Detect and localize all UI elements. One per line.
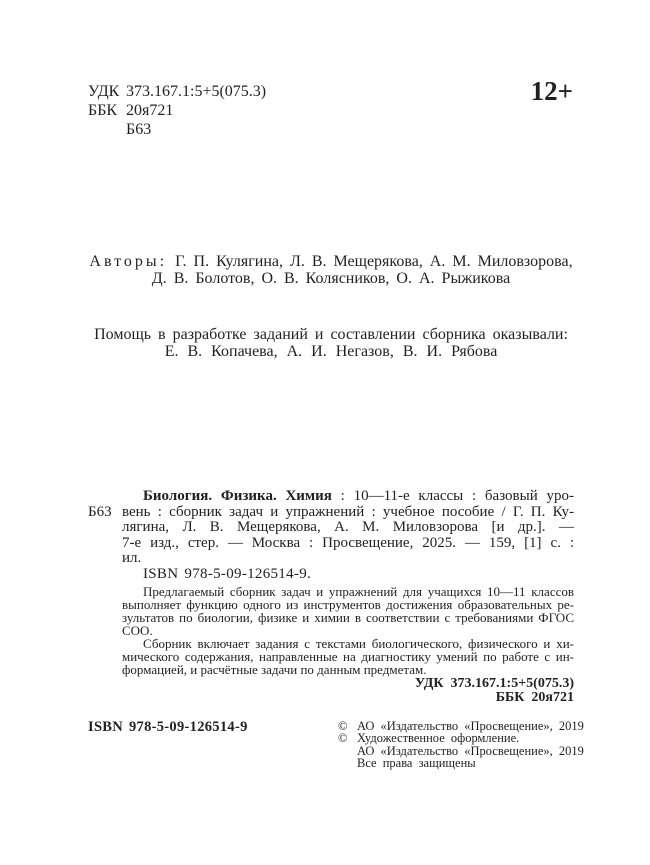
authors-block xyxy=(88,253,574,287)
text-line: СОО. xyxy=(122,622,153,638)
udc-value: 373.167.1:5+5(075.3) xyxy=(126,83,267,100)
card-udc-line xyxy=(122,677,574,692)
copyright-symbol: © xyxy=(338,731,348,746)
copyright-entry-design xyxy=(338,732,584,769)
card-udc-value: 373.167.1:5+5(075.3) xyxy=(450,675,574,691)
text-line: вень : сборник задач и упражнений : учебное пособие / Г. П. Ку- xyxy=(122,503,574,520)
footer-isbn: ISBN 978-5-09-126514-9 xyxy=(88,719,248,735)
hanging-author-sign-code: Б63 xyxy=(88,503,112,520)
catalog-card xyxy=(88,488,574,706)
text-line: лягина, Л. В. Мещерякова, А. М. Миловзорова [и др.]. — xyxy=(122,519,574,535)
text-line: ил. xyxy=(122,550,142,566)
bbk-value: 20я721 xyxy=(126,102,174,119)
author-sign-code: Б63 xyxy=(126,121,152,138)
top-classification-codes xyxy=(88,82,266,139)
book-title: Биология. Физика. Химия xyxy=(143,488,332,504)
text-line: выполняет функцию одного из инструментов достижения образовательных ре- xyxy=(122,596,574,612)
bbk-label: ББК xyxy=(88,102,118,119)
text-line: АО «Издательство «Просвещение», 2019 xyxy=(357,743,584,758)
contributors-names: Е. В. Копачева, А. И. Негазов, В. И. Рябова xyxy=(164,343,498,360)
annotation-paragraph-1 xyxy=(122,585,574,637)
bibliographic-entry-first-line xyxy=(122,489,574,505)
copyright-symbol: © xyxy=(338,719,348,733)
text-line: 7-е изд., стер. — Москва : Просвещение, 2025. — 159, [1] с. : xyxy=(122,534,574,551)
author-sign-row xyxy=(88,120,266,139)
isbn-line: ISBN 978-5-09-126514-9. xyxy=(143,565,312,582)
text-line: Предлагаемый сборник задач и упражнений для учащихся 10—11 классов xyxy=(143,583,574,599)
bbk-row xyxy=(88,101,266,120)
authors-names-1: Г. П. Кулягина, Л. В. Мещерякова, А. М. Миловзорова, xyxy=(175,253,573,270)
copyright-block xyxy=(338,720,584,769)
contributors-block xyxy=(88,326,574,360)
text-line: Все права защищены xyxy=(357,755,476,770)
udc-label: УДК xyxy=(88,83,120,100)
entry-first-line-rest: : 10—11-е классы : базовый уро- xyxy=(331,488,574,504)
annotation-paragraph-2 xyxy=(122,637,574,676)
bibliographic-entry-lines xyxy=(122,505,574,567)
text-line: АО «Издательство «Просвещение», 2019 xyxy=(357,719,584,733)
card-bbk-value: 20я721 xyxy=(531,690,574,705)
age-rating-badge: 12+ xyxy=(530,76,573,106)
card-classification-codes xyxy=(122,677,574,706)
card-bbk-line xyxy=(122,691,574,706)
text-line: мического содержания, направленные на диагностику умений по работе с ин- xyxy=(122,648,574,664)
authors-line-1 xyxy=(88,253,574,270)
text-line: Сборник включает задания с текстами биологического, физического и хи- xyxy=(143,635,574,651)
authors-names-2: Д. В. Болотов, О. В. Колясников, О. А. Рыжикова xyxy=(151,270,511,287)
author-sign-spacer xyxy=(88,120,126,139)
udc-row xyxy=(88,82,266,101)
text-line: Художественное оформление. xyxy=(357,731,520,746)
text-line: формацией, и расчётные задачи по данным предметам. xyxy=(122,661,427,677)
copyright-text-design xyxy=(357,732,584,769)
text-line: зультатов по биологии, физике и химии в соответствии с требованиями ФГОС xyxy=(122,609,574,625)
contributors-heading: Помощь в разработке заданий и составлении сборника оказывали: xyxy=(94,326,568,343)
authors-label: Авторы: xyxy=(89,253,168,270)
card-bbk-label: ББК xyxy=(495,690,525,705)
card-udc-label: УДК xyxy=(414,675,444,691)
